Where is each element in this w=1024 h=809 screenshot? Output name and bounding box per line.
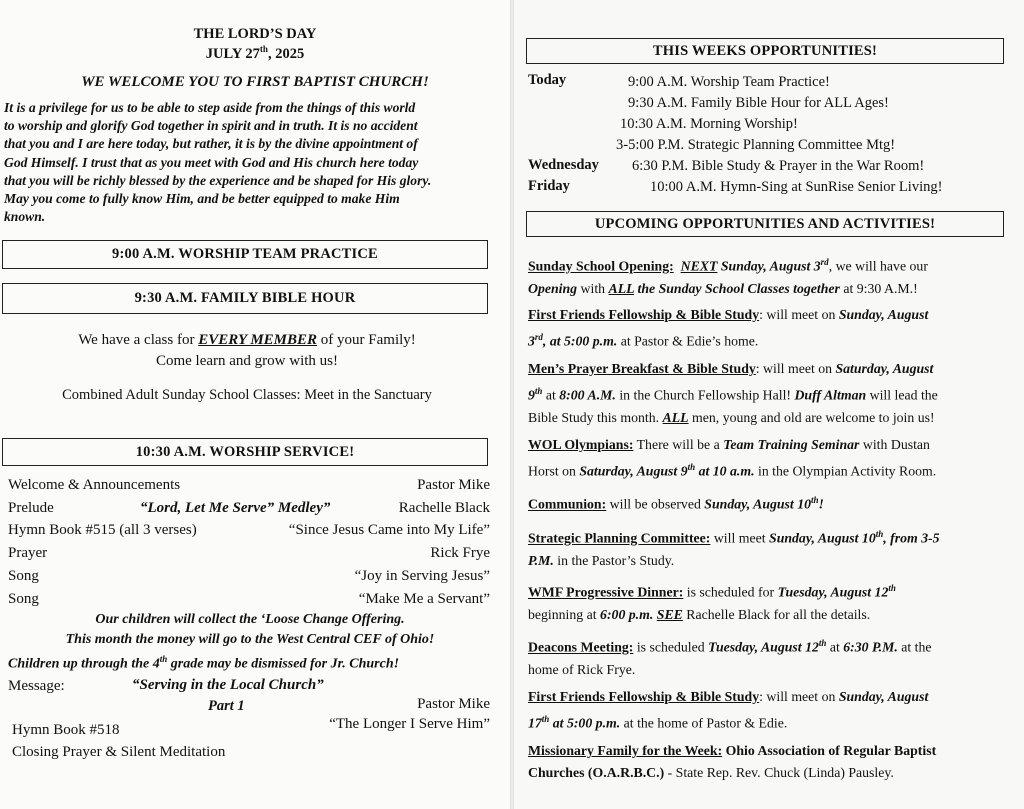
combined-classes: Combined Adult Sunday School Classes: Meet in the Sanctuary (62, 387, 432, 403)
schedule-text: 9:30 A.M. Family Bible Hour for ALL Ages! (628, 95, 889, 111)
service-row: Song “Joy in Serving Jesus” (8, 568, 490, 584)
item-strategic-planning: Strategic Planning Committee: will meet Sunday, August 10th, from 3-5 P.M. in the Pastor’s Study. (528, 529, 940, 568)
header-date: JULY 27th, 2025 (205, 44, 305, 62)
message-part: Part 1 (208, 698, 245, 714)
bible-hour-box: 9:30 A.M. FAMILY BIBLE HOUR (2, 283, 488, 314)
item-wol-olympians: WOL Olympians: There will be a Team Training Seminar with Dustan Horst on Saturday, August 9th at 10 a.m. in the Olympian Activity Room. (528, 437, 937, 479)
service-row: Hymn Book #515 (all 3 verses) “Since Jesus Came into My Life” (8, 522, 490, 538)
welcome-heading: WE WELCOME YOU TO FIRST BAPTIST CHURCH! (81, 74, 429, 90)
worship-practice-box: 9:00 A.M. WORSHIP TEAM PRACTICE (2, 240, 488, 269)
welcome-line: May you come to fully know Him, and be better equipped to make Him (4, 191, 400, 207)
message-title: “Serving in the Local Church” (132, 677, 324, 693)
item-first-friends-2: First Friends Fellowship & Bible Study: will meet on Sunday, August 17th at 5:00 p.m. at the home of Pastor & Edie. (528, 689, 929, 731)
welcome-line: It is a privilege for us to be able to step aside from the things of this world (4, 100, 416, 115)
class-line-2: Come learn and grow with us! (155, 353, 339, 369)
closing-hymn: Hymn Book #518 (12, 722, 120, 738)
welcome-line: that you and I are here today, but rather, it is by the divine appointment of (4, 136, 418, 152)
item-deacons-meeting: Deacons Meeting: is scheduled Tuesday, August 12th at 6:30 P.M. at the home of Rick Frye. (528, 638, 932, 677)
class-line: We have a class for EVERY MEMBER of your Family! (78, 332, 416, 348)
schedule-text: 3-5:00 P.M. Strategic Planning Committee Mtg! (616, 137, 896, 153)
schedule-text: 9:00 A.M. Worship Team Practice! (628, 74, 830, 90)
item-sunday-school: Sunday School Opening: NEXT Sunday, August 3rd, we will have our Opening with ALL the Sunday School Classes together at 9:30 A.M.! (528, 257, 928, 296)
weekly-schedule (512, 72, 1024, 202)
message-speaker: Pastor Mike (417, 696, 490, 712)
offering-line: This month the money will go to the West Central CEF of Ohio! (65, 632, 435, 647)
message-label: Message: (8, 678, 65, 694)
worship-service-box: 10:30 A.M. WORSHIP SERVICE! (2, 438, 488, 466)
page-fold (510, 0, 514, 809)
item-first-friends-1: First Friends Fellowship & Bible Study: will meet on Sunday, August 3rd, at 5:00 p.m. at Pastor & Edie’s home. (528, 307, 929, 349)
welcome-line: that you will be richly blessed by the experience and be shaped for His glory. (4, 172, 432, 188)
welcome-paragraph (4, 99, 504, 226)
weeks-box: THIS WEEKS OPPORTUNITIES! (526, 38, 1004, 64)
welcome-line: God Himself. I trust that as you meet with God and His church here today (4, 154, 419, 170)
schedule-day: Today (528, 72, 567, 88)
upcoming-box: UPCOMING OPPORTUNITIES AND ACTIVITIES! (526, 211, 1004, 237)
item-mens-prayer: Men’s Prayer Breakfast & Bible Study: will meet on Saturday, August 9th at 8:00 A.M. in the Church Fellowship Hall! Duff Altman will lead the Bible Study this month. ALL men, young and old are welcome to join us! (528, 361, 938, 425)
closing-hymn-title: “The Longer I Serve Him” (329, 716, 490, 732)
offering-line: Children up through the 4th grade may be dismissed for Jr. Church! (8, 654, 400, 672)
service-row: Prayer Rick Frye (8, 545, 490, 561)
item-communion: Communion: will be observed Sunday, August 10th! (528, 495, 824, 512)
item-missionary-family: Missionary Family for the Week: Ohio Association of Regular Baptist Churches (O.A.R.B.C.) - State Rep. Rev. Chuck (Linda) Pausley. (528, 743, 937, 780)
schedule-text: 6:30 P.M. Bible Study & Prayer in the War Room! (632, 158, 925, 174)
service-row: Prelude “Lord, Let Me Serve” Medley” Rachelle Black (8, 500, 490, 516)
welcome-line: to worship and glorify God together in spirit and in truth. It is no accident (4, 118, 418, 134)
header-title: THE LORD’S DAY (193, 26, 317, 42)
closing-prayer: Closing Prayer & Silent Meditation (12, 744, 226, 760)
schedule-day: Wednesday (528, 157, 599, 173)
item-wmf-dinner: WMF Progressive Dinner: is scheduled for Tuesday, August 12th beginning at 6:00 p.m. SEE Rachelle Black for all the details. (528, 583, 896, 622)
service-row: Song “Make Me a Servant” (8, 591, 490, 607)
schedule-day: Friday (528, 178, 570, 194)
schedule-text: 10:30 A.M. Morning Worship! (620, 116, 798, 132)
service-row: Welcome & Announcements Pastor Mike (8, 477, 490, 493)
offering-line: Our children will collect the ‘Loose Change Offering. (95, 612, 405, 627)
welcome-line: known. (4, 209, 46, 225)
schedule-text: 10:00 A.M. Hymn-Sing at SunRise Senior Living! (650, 179, 943, 195)
